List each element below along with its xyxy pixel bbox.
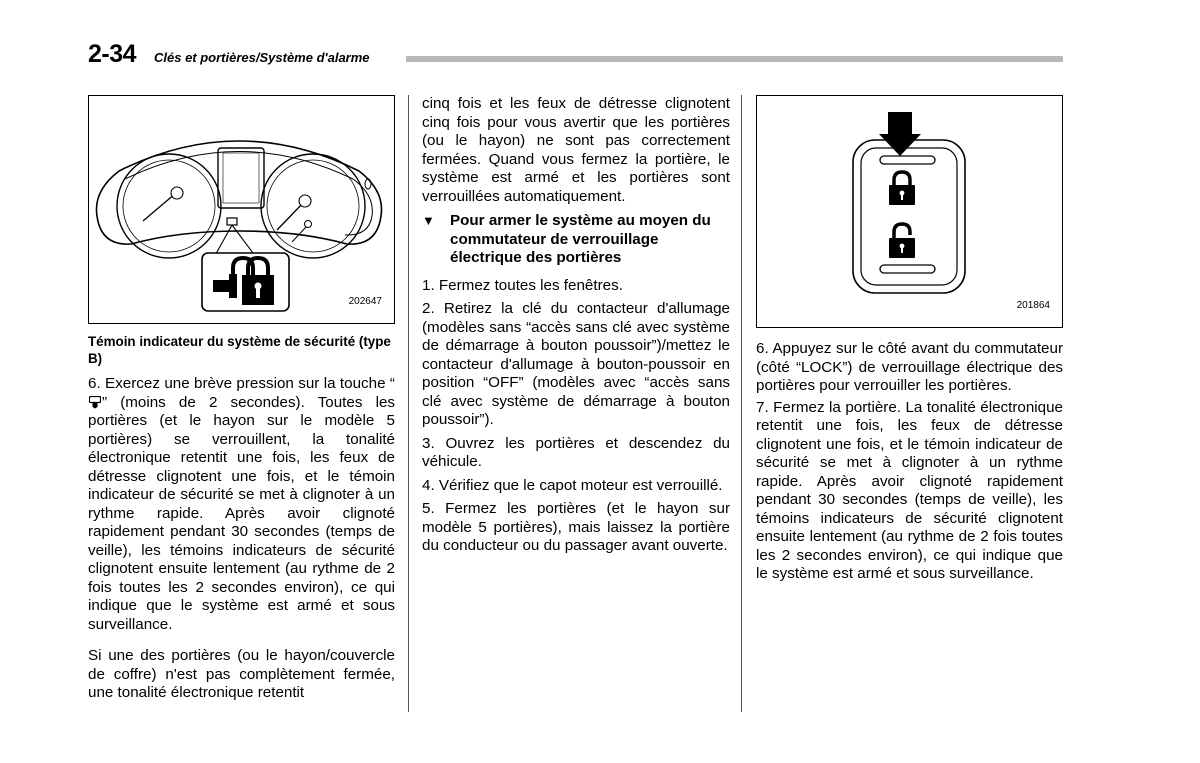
lock-switch-figure xyxy=(756,95,1063,328)
column-middle xyxy=(422,95,730,561)
paragraph-si-porte: Si une des portières (ou le hayon/couvercle de coffre) n'est pas complètement fermée, une tonalité électronique retentit xyxy=(88,647,395,701)
instrument-cluster-figure xyxy=(88,95,395,324)
step-item: 5. Fermez les portières (et le hayon sur modèle 5 portières), mais laissez la portière du conducteur ou du passager avant ouverte. xyxy=(422,500,730,554)
paragraph-continuation: cinq fois et les feux de détresse clignotent cinq fois pour vous avertir que les portières (ou le hayon) ne sont pas correctement fermées. Quand vous fermez la portière, le système est armé et les portières sont verrouillées automatiquement. xyxy=(422,95,730,205)
instrument-cluster-illustration xyxy=(89,96,394,323)
step-item: 7. Fermez la portière. La tonalité électronique retentit une fois, les feux de détresse clignotent une fois, et le témoin indicateur de sécurité se met à clignoter à un rythme rapide. Après avoir clignoté rapidement pendant 30 secondes (temps de veille), les témoins indicateurs de sécurité clignotent ensuite lentement (au rythme de 2 fois toutes les 2 secondes environ), ce qui indique que le système est armé et sous surveillance. xyxy=(756,398,1063,582)
figure-code: 202647 xyxy=(348,295,382,307)
column-right xyxy=(756,95,1063,592)
lock-key-icon xyxy=(89,396,101,409)
step-item: 2. Retirez la clé du contacteur d'allumage (modèles sans “accès sans clé avec système de démarrage à bouton poussoir”)/mettez le contacteur d'allumage à bouton-poussoir en position “OFF” (modèles avec “accès sans clé avec système de démarrage à bouton poussoir”). xyxy=(422,300,730,428)
step-6-text-start: 6. Exercez une brève pression sur la touche “ xyxy=(88,375,395,392)
subheading-marker: ▼ xyxy=(422,213,435,228)
step-item: 6. Appuyez sur le côté avant du commutateur (côté “LOCK”) de verrouillage électrique des portières pour verrouiller les portières. xyxy=(756,340,1063,394)
figure-caption: Témoin indicateur du système de sécurité (type B) xyxy=(88,334,391,366)
page-header xyxy=(88,40,1063,70)
door-lock-switch-illustration xyxy=(757,96,1062,327)
column-left xyxy=(88,95,395,711)
subheading xyxy=(422,212,730,268)
paragraph-step-6 xyxy=(88,375,395,634)
page-number: 2-34 xyxy=(88,40,137,68)
subheading-text: Pour armer le système au moyen du commutateur de verrouillage électrique des portières xyxy=(450,212,711,266)
figure-code: 201864 xyxy=(1016,299,1050,311)
section-title: Clés et portières/Système d'alarme xyxy=(154,50,370,65)
step-item: 1. Fermez toutes les fenêtres. xyxy=(422,276,623,294)
column-divider xyxy=(741,95,742,712)
header-rule xyxy=(406,56,1063,62)
column-divider xyxy=(408,95,409,712)
step-item: 4. Vérifiez que le capot moteur est verrouillé. xyxy=(422,476,723,494)
step-item: 3. Ouvrez les portières et descendez du véhicule. xyxy=(422,434,730,470)
step-6-text-end: ” (moins de 2 secondes). Toutes les portières (et le hayon sur le modèle 5 portières) se verrouillent, la tonalité électronique retentit une fois, les feux de détresse clignotent une fois, et le témoin indicateur de sécurité se met à clignoter à un rythme rapide. Après avoir clignoté rapidement pendant 30 secondes (temps de veille), les témoins indicateurs de sécurité clignotent ensuite lentement (au rythme de 2 fois toutes les 2 secondes environ), ce qui indique que le système est armé et sous surveillance. xyxy=(88,393,395,633)
